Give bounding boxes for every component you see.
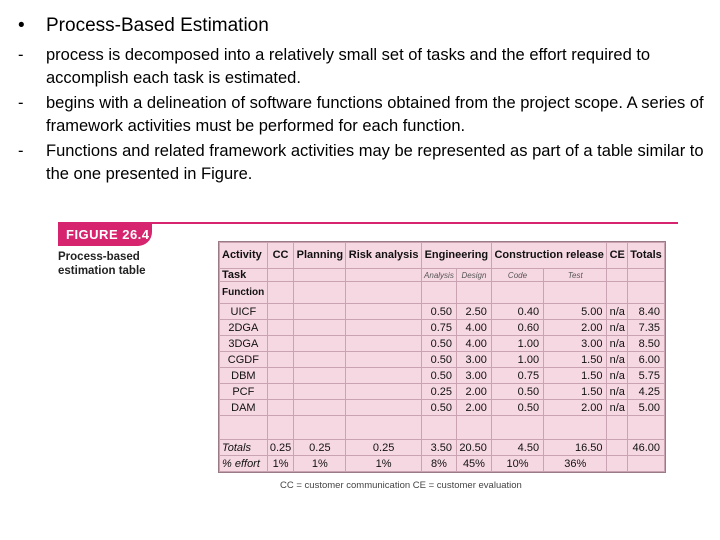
- code-cell: 1.00: [491, 336, 543, 352]
- cc-total: 0.25: [267, 440, 294, 456]
- code-cell: 0.50: [491, 384, 543, 400]
- grand-total: 46.00: [627, 440, 664, 456]
- design-cell: 2.50: [457, 304, 492, 320]
- test-cell: 3.00: [544, 336, 607, 352]
- risk-effort: 1%: [346, 456, 421, 472]
- task-header: Task: [220, 269, 268, 282]
- list-item: [18, 44, 708, 90]
- design-cell: 3.00: [457, 368, 492, 384]
- test-total: 16.50: [544, 440, 607, 456]
- code-cell: 0.75: [491, 368, 543, 384]
- function-cell: UICF: [220, 304, 268, 320]
- total-cell: 8.40: [627, 304, 664, 320]
- design-cell: 2.00: [457, 400, 492, 416]
- function-cell: CGDF: [220, 352, 268, 368]
- analysis-total: 3.50: [421, 440, 456, 456]
- function-header: Function: [220, 282, 268, 304]
- total-cell: 5.00: [627, 400, 664, 416]
- function-cell: DBM: [220, 368, 268, 384]
- design-cell: 4.00: [457, 336, 492, 352]
- table-row: [220, 352, 665, 368]
- function-cell: DAM: [220, 400, 268, 416]
- subheader-design: Design: [457, 269, 492, 282]
- total-cell: 8.50: [627, 336, 664, 352]
- ce-header: CE: [607, 243, 628, 269]
- construction-header: Construction release: [491, 243, 607, 269]
- table-row: [220, 304, 665, 320]
- list-item-text: process is decomposed into a relatively small set of tasks and the effort required to accomplish each task is estimated.: [46, 46, 651, 87]
- planning-effort: 1%: [294, 456, 346, 472]
- figure-caption: Process-based estimation table: [58, 251, 146, 277]
- analysis-effort: 8%: [421, 456, 456, 472]
- ce-cell: n/a: [607, 304, 628, 320]
- effort-row: [220, 456, 665, 472]
- ce-cell: n/a: [607, 352, 628, 368]
- dash-mark: -: [18, 142, 24, 160]
- ce-cell: n/a: [607, 320, 628, 336]
- activity-header: Activity: [220, 243, 268, 269]
- ce-cell: n/a: [607, 400, 628, 416]
- test-cell: 2.00: [544, 400, 607, 416]
- table-row: [220, 400, 665, 416]
- analysis-cell: 0.50: [421, 368, 456, 384]
- code-cell: 0.60: [491, 320, 543, 336]
- planning-total: 0.25: [294, 440, 346, 456]
- risk-header: Risk analysis: [346, 243, 421, 269]
- analysis-cell: 0.25: [421, 384, 456, 400]
- table-row: [220, 384, 665, 400]
- dash-mark: -: [18, 46, 24, 64]
- test-cell: 1.50: [544, 352, 607, 368]
- cc-header: CC: [267, 243, 294, 269]
- figure-footnote: CC = customer communication CE = customer evaluation: [280, 480, 522, 491]
- code-effort: 10%: [491, 456, 543, 472]
- totals-header: Totals: [627, 243, 664, 269]
- analysis-cell: 0.50: [421, 400, 456, 416]
- planning-header: Planning: [294, 243, 346, 269]
- table-row: [220, 320, 665, 336]
- design-cell: 2.00: [457, 384, 492, 400]
- analysis-cell: 0.50: [421, 336, 456, 352]
- main-bullet: [18, 14, 708, 38]
- cc-effort: 1%: [267, 456, 294, 472]
- ce-cell: n/a: [607, 368, 628, 384]
- code-cell: 0.50: [491, 400, 543, 416]
- table-row: [220, 368, 665, 384]
- function-cell: 2DGA: [220, 320, 268, 336]
- total-cell: 5.75: [627, 368, 664, 384]
- total-cell: 4.25: [627, 384, 664, 400]
- test-cell: 5.00: [544, 304, 607, 320]
- slide-title: Process-Based Estimation: [46, 15, 269, 36]
- risk-total: 0.25: [346, 440, 421, 456]
- design-effort: 45%: [457, 456, 492, 472]
- figure-badge: FIGURE 26.4: [58, 224, 152, 246]
- design-total: 20.50: [457, 440, 492, 456]
- list-item: [18, 140, 708, 186]
- function-cell: PCF: [220, 384, 268, 400]
- function-cell: 3DGA: [220, 336, 268, 352]
- total-cell: 7.35: [627, 320, 664, 336]
- test-cell: 1.50: [544, 368, 607, 384]
- analysis-cell: 0.75: [421, 320, 456, 336]
- engineering-header: Engineering: [421, 243, 491, 269]
- totals-row: [220, 440, 665, 456]
- subheader-code: Code: [491, 269, 543, 282]
- ce-total: [607, 440, 628, 456]
- estimation-table: [218, 241, 666, 473]
- list-item-text: begins with a delineation of software functions obtained from the project scope. A series of framework activities must be performed for each function.: [46, 94, 704, 135]
- subheader-analysis: Analysis: [421, 269, 456, 282]
- ce-cell: n/a: [607, 336, 628, 352]
- totals-label: Totals: [220, 440, 268, 456]
- list-item: [18, 92, 708, 138]
- test-cell: 2.00: [544, 320, 607, 336]
- total-cell: 6.00: [627, 352, 664, 368]
- bullet-mark: •: [18, 15, 25, 36]
- code-total: 4.50: [491, 440, 543, 456]
- slide-content: [18, 14, 708, 188]
- test-effort: 36%: [544, 456, 607, 472]
- code-cell: 0.40: [491, 304, 543, 320]
- ce-cell: n/a: [607, 384, 628, 400]
- dash-mark: -: [18, 94, 24, 112]
- code-cell: 1.00: [491, 352, 543, 368]
- design-cell: 3.00: [457, 352, 492, 368]
- analysis-cell: 0.50: [421, 304, 456, 320]
- effort-label: % effort: [220, 456, 268, 472]
- test-cell: 1.50: [544, 384, 607, 400]
- analysis-cell: 0.50: [421, 352, 456, 368]
- design-cell: 4.00: [457, 320, 492, 336]
- list-item-text: Functions and related framework activities may be represented as part of a table similar to the one presented in Figure.: [46, 142, 704, 183]
- table-row: [220, 336, 665, 352]
- subheader-test: Test: [544, 269, 607, 282]
